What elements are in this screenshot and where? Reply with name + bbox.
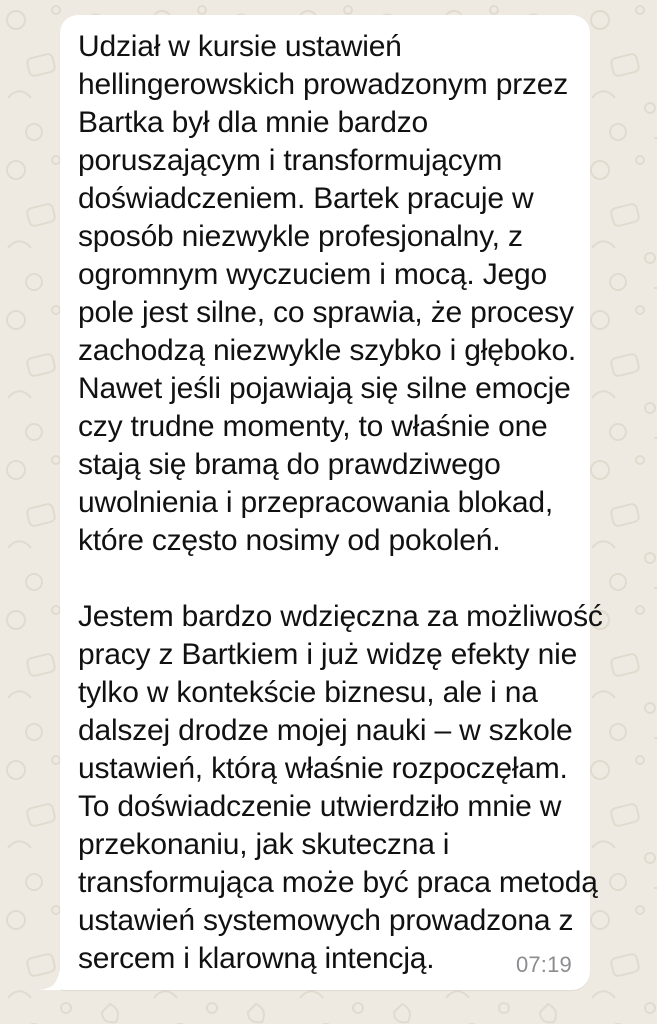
message-paragraph	[78, 28, 577, 560]
message-line: uwolnienia i przepracowania blokad,	[78, 486, 553, 519]
message-line: pracy z Bartkiem i już widzę efekty nie	[78, 638, 578, 671]
message-text	[78, 28, 603, 978]
message-line: doświadczeniem. Bartek pracuje w	[78, 182, 534, 215]
bubble-tail-icon	[39, 956, 61, 990]
message-line: zachodzą niezwykle szybko i głęboko.	[78, 334, 577, 367]
message-line: hellingerowskich prowadzonym przez	[78, 68, 569, 101]
message-line: poruszającym i transformującym	[78, 144, 503, 177]
message-line: ustawień, którą właśnie rozpoczęłam.	[78, 752, 568, 785]
message-line: transformująca może być praca metodą	[78, 866, 598, 899]
incoming-message-bubble[interactable]	[60, 15, 603, 990]
message-line: pole jest silne, co sprawia, że procesy	[78, 296, 574, 329]
message-line: czy trudne momenty, to właśnie one	[78, 410, 548, 443]
message-line: ustawień systemowych prowadzona z	[78, 904, 574, 937]
message-line: przekonaniu, jak skuteczna i	[78, 828, 450, 861]
message-line: Jestem bardzo wdzięczna za możliwość	[78, 600, 603, 633]
message-line: tylko w kontekście biznesu, ale i na	[78, 676, 538, 709]
message-timestamp: 07:19	[515, 952, 572, 977]
message-line: sposób niezwykle profesjonalny, z	[78, 220, 523, 253]
message-line: Nawet jeśli pojawiają się silne emocje	[78, 372, 571, 405]
message-paragraph	[78, 598, 603, 978]
message-line: które często nosimy od pokoleń.	[78, 524, 501, 557]
message-line: Bartka był dla mnie bardzo	[78, 106, 428, 139]
message-line: dalszej drodze mojej nauki – w szkole	[78, 714, 573, 747]
message-line: stają się bramą do prawdziwego	[78, 448, 501, 481]
message-line: Udział w kursie ustawień	[78, 30, 402, 63]
message-line: To doświadczenie utwierdziło mnie w	[78, 790, 562, 823]
message-line: sercem i klarowną intencją.	[78, 942, 435, 975]
message-line: ogromnym wyczuciem i mocą. Jego	[78, 258, 547, 291]
